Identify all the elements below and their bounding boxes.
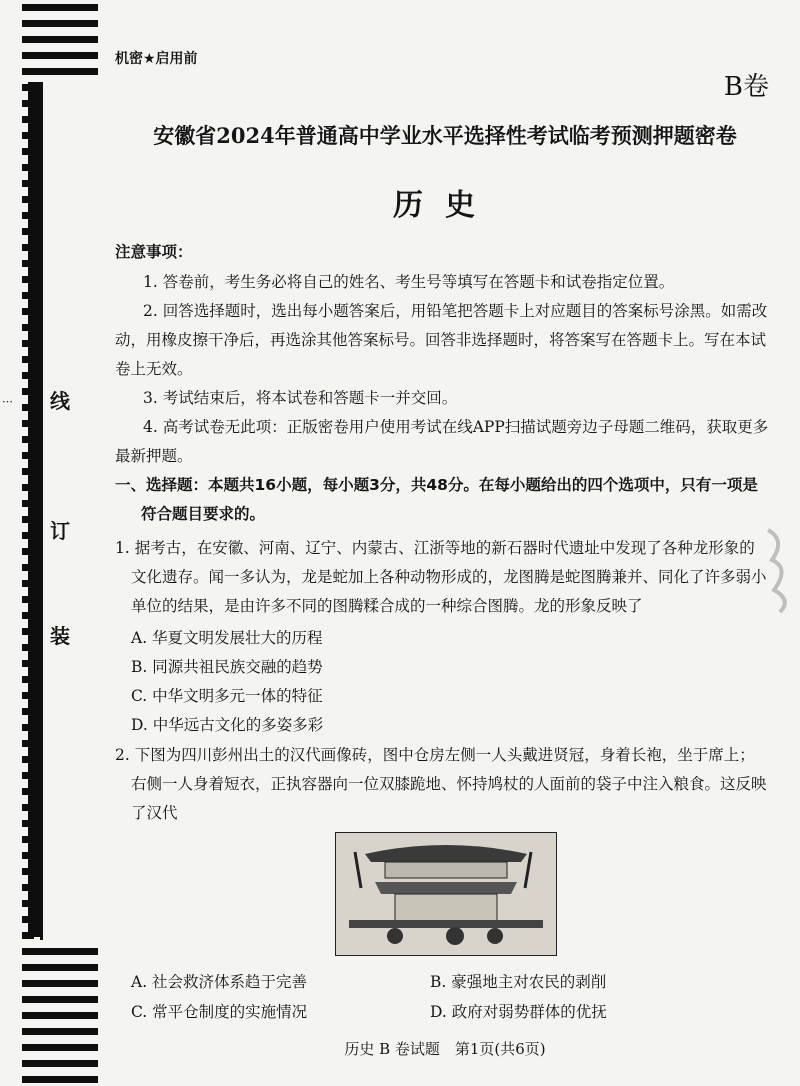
q1-option-d: D. 中华远古文化的多姿多彩: [131, 716, 324, 734]
binding-char-ding: 订: [50, 519, 70, 543]
binding-stripe: [22, 1044, 98, 1051]
notes-heading: 注意事项：: [115, 243, 193, 261]
q1-option-b: B. 同源共祖民族交融的趋势: [131, 658, 323, 676]
q2-option-d: D. 政府对弱势群体的优抚: [430, 1003, 607, 1021]
volume-label: B卷: [723, 72, 769, 102]
binding-strip: [0, 0, 100, 1086]
binding-stripe: [22, 980, 98, 987]
binding-stripe: [22, 68, 98, 75]
binding-stripe: [22, 1028, 98, 1035]
q2-option-c: C. 常平仓制度的实施情况: [131, 1003, 308, 1021]
binding-stripe: [22, 52, 98, 59]
question-2-stem: 2. 下图为四川彭州出土的汉代画像砖，图中仓房左侧一人头戴进贤冠，身着长袍，坐于席上；右侧一人身着短衣，正执容器向一位双膝跪地、怀持鸠杖的人面前的袋子中注入粮食。这反映了汉代: [115, 746, 767, 822]
han-brick-relief-image: [335, 832, 557, 956]
q2-option-a: A. 社会救济体系趋于完善: [131, 973, 308, 991]
binding-stripe: [22, 948, 98, 955]
binding-char-zhuang: 装: [50, 624, 70, 648]
q1-option-c: C. 中华文明多元一体的特征: [131, 687, 323, 705]
binding-stripe: [22, 1012, 98, 1019]
binding-dots: · · ·: [2, 395, 12, 409]
q2-option-b: B. 豪强地主对农民的剥削: [430, 973, 607, 991]
exam-page: [115, 0, 775, 1086]
note-item-2: 2. 回答选择题时，选出每小题答案后，用铅笔把答题卡上对应题目的答案标号涂黑。如需改动，用橡皮擦干净后，再选涂其他答案标号。回答非选择题时，将答案写在答题卡上。写在本试卷上无效。: [115, 302, 768, 378]
question-1-stem: 1. 据考古，在安徽、河南、辽宁、内蒙古、江浙等地的新石器时代遗址中发现了各种龙形象的文化遗存。闻一多认为，龙是蛇加上各种动物形成的，龙图腾是蛇图腾兼并、同化了许多弱小单位的结果，是由许多不同的图腾糅合成的一种综合图腾。龙的形象反映了: [115, 539, 767, 615]
binding-bar: [28, 82, 40, 937]
binding-stripe: [22, 4, 98, 11]
secret-label: 机密★启用前: [115, 51, 198, 67]
note-item-3: 3. 考试结束后，将本试卷和答题卡一并交回。: [143, 389, 458, 407]
note-item-4: 4. 高考试卷无此项：正版密卷用户使用考试在线APP扫描试题旁边子母题二维码，获取更多最新押题。: [115, 418, 769, 465]
exam-title: 安徽省2024年普通高中学业水平选择性考试临考预测押题密卷: [153, 123, 737, 148]
section-heading: 一、选择题：本题共16小题，每小题3分，共48分。在每小题给出的四个选项中，只有一项是符合题目要求的。: [115, 476, 758, 523]
subject-title: 历史: [393, 188, 497, 223]
binding-stripe: [22, 1076, 98, 1083]
note-item-1: 1. 答卷前，考生务必将自己的姓名、考生号等填写在答题卡和试卷指定位置。: [143, 273, 675, 291]
binding-stripe: [22, 1060, 98, 1067]
watermark-stamp: [760, 520, 800, 615]
binding-stripe: [22, 996, 98, 1003]
binding-box: [40, 82, 99, 940]
binding-stripe: [22, 20, 98, 27]
q1-option-a: A. 华夏文明发展壮大的历程: [131, 629, 323, 647]
page-footer: 历史 B 卷试题 第1页(共6页): [344, 1040, 546, 1058]
binding-stripe: [22, 964, 98, 971]
binding-char-xian: 线: [50, 389, 70, 413]
binding-stripe: [22, 36, 98, 43]
